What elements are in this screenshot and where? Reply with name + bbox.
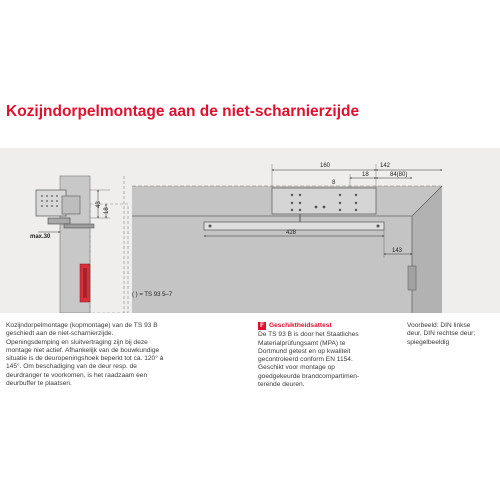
mounting-drawing — [0, 148, 500, 313]
dim-18: 18 — [362, 172, 369, 178]
text-line: montage niet actief. Afhankelijk van de bouwkundige — [6, 346, 160, 354]
text-line: goedgekeurde brandcompartimen- — [258, 372, 360, 380]
dim-428: 428 — [286, 230, 297, 236]
text-line: terende deuren. — [258, 381, 305, 389]
text-line: Kozijndorpelmontage (kopmontage) van de TS 93 B — [6, 322, 158, 329]
text-line: geschiedt aan de niet-scharnierzijde. — [6, 330, 114, 338]
fire-badge-icon: F — [258, 322, 266, 330]
closer-body-front — [272, 188, 376, 214]
example-column — [407, 322, 497, 347]
text-line: Geschikt voor montage op — [258, 364, 335, 372]
dim-max30: max.30 — [30, 234, 51, 240]
text-line: situatie is de deuropeningshoek beperkt tot ca. 120° à — [6, 355, 164, 363]
dim-160: 160 — [320, 163, 331, 169]
dim-8: 8 — [332, 180, 336, 186]
dim-143: 143 — [392, 248, 403, 254]
dim-43: 43 — [96, 201, 102, 208]
text-line: deur, DIN rechtse deur; — [407, 330, 476, 338]
slide-rail — [204, 222, 384, 230]
text-line: Voorbeeld: DIN linkse — [407, 322, 471, 329]
text-line: spiegelbeeldig — [407, 338, 450, 346]
dim-84: 84(80) — [390, 172, 408, 178]
certificate-column — [258, 322, 383, 389]
text-line: De TS 93 B is door het Staatliches — [258, 331, 359, 339]
text-line: Dortmund getest en op kwaliteit — [258, 347, 351, 355]
closer-body-side — [36, 190, 66, 216]
hinge — [408, 266, 416, 290]
text-line: gecontroleerd conform EN 1154. — [258, 356, 353, 364]
ts-note: ( ) = TS 93 5–7 — [132, 292, 173, 298]
dim-142: 142 — [380, 163, 391, 169]
dim-18-vertical: 18 — [104, 207, 110, 214]
description-column — [6, 322, 226, 388]
text-line: deurdranger te voorkomen, is het raadzaam een — [6, 371, 148, 379]
text-line: deurbuffer te plaatsen. — [6, 380, 72, 388]
text-line: 145°. Om beschadiging van de deur resp. de — [6, 363, 137, 371]
certificate-title: Geschiktheidsattest — [269, 322, 332, 329]
text-line: Openingsdemping en sluitvertraging zijn bij deze — [6, 338, 148, 346]
text-line: Materialprüfungsamt (MPA) te — [258, 339, 346, 347]
page-title: Kozijndorpelmontage aan de niet-scharnierzijde — [6, 103, 360, 120]
